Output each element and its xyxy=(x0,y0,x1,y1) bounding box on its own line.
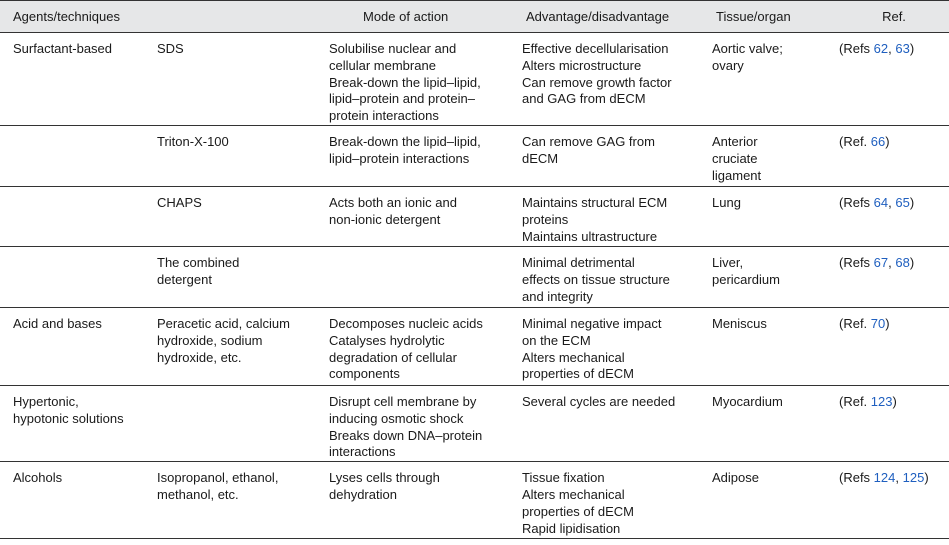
ref-link[interactable]: 67 xyxy=(873,254,889,270)
cell-line: ovary xyxy=(712,57,744,73)
cell-line: Solubilise nuclear and xyxy=(329,41,457,56)
cell-technique xyxy=(157,186,329,246)
cell-technique xyxy=(157,462,329,539)
ref-link[interactable]: 64 xyxy=(873,194,889,210)
cell-ref: (Refs 64, 65) xyxy=(839,186,949,246)
ref-link[interactable]: 125 xyxy=(902,470,925,486)
cell-line: Decomposes nucleic acids xyxy=(329,315,483,331)
cell-advantage-disadvantage xyxy=(522,246,712,307)
cell-line: SDS xyxy=(157,41,184,56)
cell-line: Alters mechanical xyxy=(522,486,625,502)
cell-tissue-organ xyxy=(712,246,839,307)
cell-mode-of-action xyxy=(329,307,522,385)
ref-suffix: ) xyxy=(909,194,915,210)
table-row xyxy=(0,246,949,307)
cell-line: Effective decellularisation xyxy=(522,41,669,56)
cell-line: effects on tissue structure xyxy=(522,271,670,287)
cell-advantage-disadvantage xyxy=(522,125,712,186)
cell-agent xyxy=(0,125,157,186)
cell-technique xyxy=(157,125,329,186)
cell-line: Disrupt cell membrane by xyxy=(329,393,477,409)
cell-ref xyxy=(839,385,949,461)
cell-advantage-disadvantage xyxy=(522,186,712,246)
cell-mode-of-action xyxy=(329,33,522,126)
cell-line: cellular membrane xyxy=(329,57,436,73)
header-ref: Ref. xyxy=(839,1,949,33)
cell-line: Break-down the lipid–lipid, xyxy=(329,133,481,149)
cell-agent xyxy=(0,462,157,539)
cell-ref xyxy=(839,307,949,385)
cell-line: Lyses cells through xyxy=(329,470,440,486)
cell-line: inducing osmotic shock xyxy=(329,410,464,426)
header-mode-of-action: Mode of action xyxy=(329,1,522,33)
table-header xyxy=(0,1,949,33)
cell-line: on the ECM xyxy=(522,332,591,348)
cell-line: Alters microstructure xyxy=(522,57,642,73)
ref-prefix: (Refs xyxy=(839,470,874,486)
cell-tissue-organ xyxy=(712,462,839,539)
table-row xyxy=(0,33,949,126)
table-row xyxy=(0,462,949,539)
ref-suffix: ) xyxy=(924,470,929,486)
cell-ref: (Refs 124, 125) xyxy=(839,462,949,539)
cell-line: Rapid lipidisation xyxy=(522,520,621,536)
ref-suffix: ) xyxy=(909,254,915,270)
ref-link[interactable]: 68 xyxy=(895,254,910,270)
cell-advantage-disadvantage xyxy=(522,33,712,126)
cell-advantage-disadvantage xyxy=(522,307,712,385)
cell-line: Myocardium xyxy=(712,393,783,409)
cell-line: Alcohols xyxy=(13,470,63,486)
ref-link[interactable]: 124 xyxy=(873,470,896,486)
cell-line: hypotonic solutions xyxy=(13,410,124,426)
ref-prefix: (Refs xyxy=(839,254,874,270)
cell-line: hydroxide, sodium xyxy=(157,332,263,348)
cell-agent xyxy=(0,385,157,461)
cell-line: non-ionic detergent xyxy=(329,211,441,227)
cell-line: Minimal negative impact xyxy=(522,315,662,331)
cell-line: Can remove GAG from xyxy=(522,133,655,149)
cell-ref xyxy=(839,125,949,186)
cell-line: lipid–protein interactions xyxy=(329,150,470,166)
cell-line: lipid–protein and protein– xyxy=(329,91,475,107)
cell-line: proteins xyxy=(522,211,569,227)
ref-suffix: ) xyxy=(885,133,890,149)
cell-mode-of-action xyxy=(329,125,522,186)
cell-line: Can remove growth factor xyxy=(522,74,672,90)
cell-line: Triton-X-100 xyxy=(157,133,229,149)
cell-line: Aortic valve; xyxy=(712,41,783,56)
cell-mode-of-action xyxy=(329,385,522,461)
cell-line: interactions xyxy=(329,444,396,460)
cell-agent xyxy=(0,33,157,126)
cell-line: Meniscus xyxy=(712,315,767,331)
cell-line: dehydration xyxy=(329,486,397,502)
cell-technique xyxy=(157,385,329,461)
table-row xyxy=(0,307,949,385)
table-body xyxy=(0,33,949,539)
cell-technique xyxy=(157,246,329,307)
cell-line: Alters mechanical xyxy=(522,349,625,365)
cell-agent xyxy=(0,186,157,246)
cell-line: Adipose xyxy=(712,470,759,486)
cell-mode-of-action xyxy=(329,186,522,246)
ref-link[interactable]: 65 xyxy=(895,194,910,210)
ref-prefix: (Ref. xyxy=(839,133,871,149)
cell-line: Breaks down DNA–protein xyxy=(329,427,483,443)
cell-tissue-organ xyxy=(712,186,839,246)
header-advantage-disadvantage: Advantage/disadvantage xyxy=(522,1,712,33)
cell-line: Acts both an ionic and xyxy=(329,194,457,210)
table-row xyxy=(0,186,949,246)
ref-suffix: ) xyxy=(909,41,915,56)
cell-line: Minimal detrimental xyxy=(522,254,635,270)
ref-link[interactable]: 123 xyxy=(870,393,893,409)
cell-tissue-organ xyxy=(712,125,839,186)
cell-line: and integrity xyxy=(522,288,593,304)
cell-line: Hypertonic, xyxy=(13,393,79,409)
cell-tissue-organ xyxy=(712,385,839,461)
cell-line: Maintains structural ECM xyxy=(522,194,668,210)
cell-line: Acid and bases xyxy=(13,315,102,331)
cell-line: components xyxy=(329,366,400,382)
ref-prefix: (Refs xyxy=(839,41,874,56)
cell-mode-of-action xyxy=(329,246,522,307)
cell-line: and GAG from dECM xyxy=(522,91,646,107)
cell-line: properties of dECM xyxy=(522,366,634,382)
cell-line: methanol, etc. xyxy=(157,486,239,502)
header-row xyxy=(0,1,949,33)
ref-prefix: (Refs xyxy=(839,194,874,210)
ref-suffix: ) xyxy=(892,393,897,409)
cell-line: Liver, xyxy=(712,254,744,270)
cell-line: Peracetic acid, calcium xyxy=(157,315,290,331)
cell-advantage-disadvantage xyxy=(522,385,712,461)
cell-line: Lung xyxy=(712,194,741,210)
cell-agent xyxy=(0,246,157,307)
cell-technique xyxy=(157,307,329,385)
cell-line: Maintains ultrastructure xyxy=(522,228,658,244)
ref-link[interactable]: 66 xyxy=(870,133,886,149)
cell-line: The combined xyxy=(157,254,240,270)
cell-advantage-disadvantage xyxy=(522,462,712,539)
table-row xyxy=(0,385,949,461)
cell-line: Anterior xyxy=(712,133,758,149)
cell-line: degradation of cellular xyxy=(329,349,457,365)
header-agents-techniques: Agents/techniques xyxy=(0,1,157,33)
cell-line: dECM xyxy=(522,150,559,166)
cell-line: detergent xyxy=(157,271,212,287)
header-blank xyxy=(157,1,329,33)
header-tissue-organ: Tissue/organ xyxy=(712,1,839,33)
cell-line: protein interactions xyxy=(329,108,439,124)
cell-tissue-organ xyxy=(712,33,839,126)
cell-technique xyxy=(157,33,329,126)
cell-agent xyxy=(0,307,157,385)
ref-prefix: (Ref. xyxy=(839,393,871,409)
ref-link[interactable]: 63 xyxy=(895,41,910,56)
ref-link[interactable]: 62 xyxy=(873,41,889,56)
cell-line: CHAPS xyxy=(157,194,202,210)
cell-mode-of-action xyxy=(329,462,522,539)
cell-line: pericardium xyxy=(712,271,780,287)
cell-ref: (Refs 67, 68) xyxy=(839,246,949,307)
ref-link[interactable]: 70 xyxy=(870,315,886,331)
cell-line: Several cycles are needed xyxy=(522,393,676,409)
table-row xyxy=(0,125,949,186)
ref-prefix: (Ref. xyxy=(839,315,871,331)
ref-suffix: ) xyxy=(885,315,890,331)
cell-line: hydroxide, etc. xyxy=(157,349,242,365)
cell-line: cruciate xyxy=(712,150,758,166)
cell-line: ligament xyxy=(712,167,762,183)
cell-line: properties of dECM xyxy=(522,503,634,519)
cell-line: Catalyses hydrolytic xyxy=(329,332,445,348)
cell-tissue-organ xyxy=(712,307,839,385)
cell-ref: (Refs 62, 63) xyxy=(839,33,949,126)
cell-line: Tissue fixation xyxy=(522,470,605,486)
cell-line: Isopropanol, ethanol, xyxy=(157,470,279,486)
cell-line: Break-down the lipid–lipid, xyxy=(329,74,481,90)
cell-line: Surfactant-based xyxy=(13,41,113,56)
